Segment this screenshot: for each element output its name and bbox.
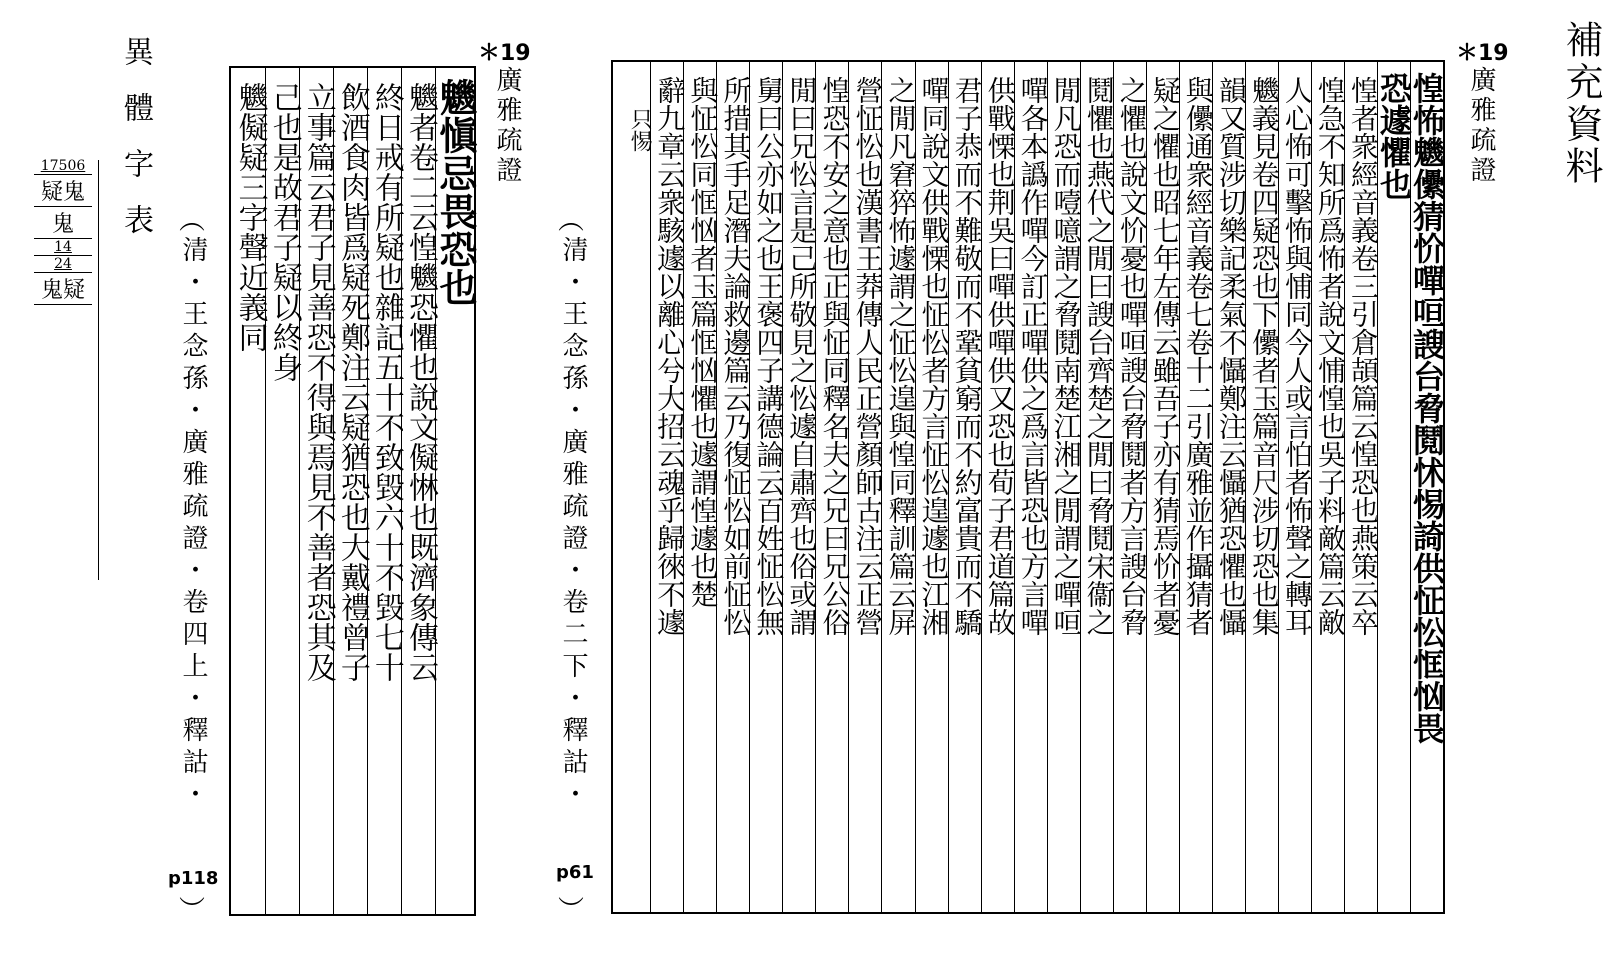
text-column: 之閒凡窘猝怖遽謂之怔忪遑與惶同釋訓篇云屏 <box>881 62 914 912</box>
text-column: 閒曰兄忪言是己所敬見之忪遽自肅齊也俗或謂 <box>782 62 815 912</box>
footnote-marker: ＊19 <box>1456 41 1509 66</box>
text-column: 終日戒有所疑也雜記五十不致毀六十不毀七十 <box>367 68 401 914</box>
close-paren: ︶ <box>558 896 585 926</box>
text-column: 只惕 <box>627 108 653 152</box>
text-column: 魕者卷二云惶魕恐懼也說文儗惏也既濟象傳云 <box>401 68 435 914</box>
citation: 清・王念孫・廣雅疏證・卷二下・釋詁・ <box>558 236 588 812</box>
variant-char-table-title: 異體字表 <box>118 36 153 260</box>
index-card <box>34 158 92 305</box>
source-title: 廣雅疏證 <box>1466 66 1496 186</box>
entry-headword: 惶怖魕儽猜忦嘽咺謏台脅鬩怵惕䛴供怔忪恇忷畏 <box>1410 62 1443 912</box>
text-column: 之懼也說文忦憂也嘽咺謏台脅鬩者方言謏台脅 <box>1113 62 1146 912</box>
text-column: 所措其手足潛夫論救邊篇云乃復怔忪如前怔忪 <box>716 62 749 912</box>
text-column: 舅曰公亦如之也王褒四子講德論云百姓怔忪無 <box>749 62 782 912</box>
page-number: p118 <box>168 868 219 889</box>
text-column: 惶恐不安之意也正與怔同釋名夫之兄曰兄公俗 <box>815 62 848 912</box>
page-number: p61 <box>556 862 594 883</box>
text-column: 惶者衆經音義卷三引倉頡篇云惶恐也燕策云卒 <box>1344 62 1377 912</box>
text-table-right <box>611 60 1445 914</box>
text-table-left <box>229 66 476 916</box>
open-paren: ︵ <box>558 206 585 236</box>
entry-headword: 魕愼忌畏恐也 <box>435 68 474 914</box>
text-column: 惶急不知所爲怖者說文悑惶也吳子料敵篇云敵 <box>1311 62 1344 912</box>
text-column: 與儽通衆經音義卷七卷十二引廣雅並作攝猜者 <box>1179 62 1212 912</box>
card-divider <box>98 160 99 580</box>
text-column: 立事篇云君子見善恐不得與焉見不善者恐其及 <box>299 68 333 914</box>
text-column: 人心怖可擊怖與悑同今人或言怕者怖聲之轉耳 <box>1278 62 1311 912</box>
card-code: 17506 <box>34 158 92 175</box>
text-column: 供戰慄也荆吳曰嘽供嘽供又恐也荀子君道篇故 <box>981 62 1014 912</box>
text-column: 營怔忪也漢書王莽傳人民正營顏師古注云正營 <box>848 62 881 912</box>
text-column: 鬩懼也燕代之閒曰謏台齊楚之閒曰脅鬩宋衞之 <box>1080 62 1113 912</box>
card-entry: 鬼 <box>34 207 92 239</box>
text-column: 閒凡恐而噎噫謂之脅鬩南楚江湘之閒謂之嘽咺 <box>1047 62 1080 912</box>
open-paren: ︵ <box>179 206 206 236</box>
entry-headword: 恐遽懼也 <box>1377 62 1410 912</box>
text-column: 疑之懼也昭七年左傳云雖吾子亦有猜焉忦者憂 <box>1146 62 1179 912</box>
text-column: 己也是故君子疑以終身 <box>265 68 299 914</box>
text-column: 魕義見卷四疑恐也下儽者玉篇音尺涉切恐也集 <box>1245 62 1278 912</box>
footnote-marker: ＊19 <box>478 41 531 66</box>
text-column: 韻又質涉切樂記柔氣不懾鄭注云懾猶恐懼也懾 <box>1212 62 1245 912</box>
close-paren: ︶ <box>179 896 206 926</box>
text-column: 嘽各本譌作嘽今訂正嘽供之爲言皆恐也方言嘽 <box>1014 62 1047 912</box>
section-heading: 補充資料 <box>1559 20 1603 188</box>
text-column: 飲酒食肉皆爲疑死鄭注云疑猶恐也大戴禮曾子 <box>333 68 367 914</box>
citation: 清・王念孫・廣雅疏證・卷四上・釋詁・ <box>178 236 208 812</box>
text-column: 與怔忪同恇忷者玉篇恇忷懼也遽謂惶遽也楚 <box>683 62 716 912</box>
text-column: 君子恭而不難敬而不鞏貧窮而不約富貴而不驕 <box>948 62 981 912</box>
card-number: 14 <box>34 239 92 256</box>
card-entry: 疑鬼 <box>34 175 92 207</box>
text-column: 魕儗疑三字聲近義同 <box>232 82 268 352</box>
card-number: 24 <box>34 256 92 273</box>
card-entry: 鬼疑 <box>34 273 92 305</box>
source-title: 廣雅疏證 <box>492 66 522 186</box>
text-column: 辭九章云衆駭遽以離心兮大招云魂乎歸徠不遽 <box>650 62 683 912</box>
text-column: 嘽同說文供戰慄也怔忪者方言怔忪遑遽也江湘 <box>915 62 948 912</box>
